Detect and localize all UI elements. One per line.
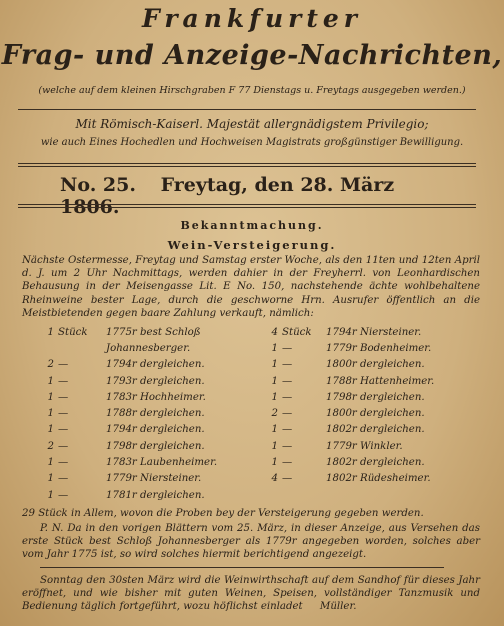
wine-right-unit: — bbox=[282, 408, 293, 420]
pn-paragraph bbox=[22, 522, 480, 562]
wine-right-desc: 1800r dergleichen. bbox=[326, 408, 425, 420]
wine-right-qty: 1 bbox=[271, 342, 278, 354]
wine-left-qty: 1 bbox=[47, 473, 54, 485]
wine-right-unit: — bbox=[282, 391, 293, 403]
wine-left-qty bbox=[38, 340, 58, 356]
issue-rule-bottom-2 bbox=[18, 207, 476, 208]
wine-left-desc: 1794r dergleichen. bbox=[106, 359, 205, 371]
wine-right-unit: — bbox=[282, 473, 293, 485]
wine-right-qty: 1 bbox=[271, 457, 278, 469]
wine-left-desc: 1798r dergleichen. bbox=[106, 440, 205, 452]
wine-left-qty: 1 bbox=[47, 391, 54, 403]
wine-row bbox=[38, 340, 438, 356]
wine-left-qty: 1 bbox=[47, 424, 54, 436]
wine-row bbox=[38, 405, 438, 421]
wine-list-table bbox=[38, 324, 438, 503]
wine-left-unit: — bbox=[58, 375, 69, 387]
intro-paragraph bbox=[22, 254, 480, 320]
wine-left-unit: — bbox=[58, 457, 69, 469]
separator-rule bbox=[40, 567, 444, 568]
wine-left-unit: — bbox=[58, 489, 69, 501]
wine-left-desc: 1775r best Schloß bbox=[106, 326, 201, 338]
wine-row bbox=[38, 454, 438, 470]
wine-left-qty: 1 bbox=[47, 457, 54, 469]
total-line: 29 Stück in Allem, wovon die Proben bey der Versteigerung gegeben werden. bbox=[22, 508, 424, 519]
wine-right-qty: 2 bbox=[271, 408, 278, 420]
wine-right-qty: 1 bbox=[271, 375, 278, 387]
wine-left-unit: — bbox=[58, 391, 69, 403]
wine-right-unit: — bbox=[282, 375, 293, 387]
wine-right-desc bbox=[326, 487, 438, 503]
wine-right-desc: 1802r dergleichen. bbox=[326, 424, 425, 436]
wine-right-qty: 4 bbox=[271, 473, 278, 485]
wine-row bbox=[38, 373, 438, 389]
wine-right-unit bbox=[282, 487, 326, 503]
wine-right-desc: 1800r dergleichen. bbox=[326, 359, 425, 371]
wine-left-desc: 1793r dergleichen. bbox=[106, 375, 205, 387]
wine-right-qty: 1 bbox=[271, 440, 278, 452]
wine-left-unit: — bbox=[58, 359, 69, 371]
issue-line bbox=[60, 174, 474, 218]
wine-right-qty: 1 bbox=[271, 424, 278, 436]
section-heading: Bekanntmachung. bbox=[180, 219, 324, 232]
issue-rule-bottom bbox=[18, 204, 476, 205]
wine-right-unit: — bbox=[282, 457, 293, 469]
wine-right-qty: 4 bbox=[271, 326, 278, 338]
wine-left-desc: Johannesberger. bbox=[106, 342, 191, 354]
issue-rule-top-2 bbox=[18, 166, 476, 167]
wine-left-qty: 2 bbox=[47, 440, 54, 452]
wine-right-unit: — bbox=[282, 440, 293, 452]
wine-right-unit: — bbox=[282, 342, 293, 354]
wine-right-qty: 1 bbox=[271, 391, 278, 403]
auction-heading: Wein-Versteigerung. bbox=[167, 238, 337, 252]
wine-left-desc: 1788r dergleichen. bbox=[106, 408, 205, 420]
wine-row bbox=[38, 438, 438, 454]
wine-right-desc: 1779r Winkler. bbox=[326, 440, 403, 452]
wine-left-qty: 1 bbox=[47, 326, 54, 338]
pn-note: P. N. Da in den vorigen Blättern vom 25. März, in dieser Anzeige, aus Versehen das erste Stück best Schloß Johannesberger als 1779r angegeben worden, solches aber vom Jahr 1775 ist, so wird solches hiermit berichtigend angezeigt. bbox=[22, 523, 480, 561]
issue-rule-top bbox=[18, 163, 476, 164]
wine-row bbox=[38, 422, 438, 438]
wine-row bbox=[38, 357, 438, 373]
wine-right-desc: 1794r Niersteiner. bbox=[326, 326, 422, 338]
wine-left-unit: — bbox=[58, 424, 69, 436]
wine-left-unit bbox=[58, 340, 106, 356]
wine-row bbox=[38, 487, 438, 503]
wine-left-unit: — bbox=[58, 408, 69, 420]
issue-number: No. 25. bbox=[60, 174, 136, 196]
wine-right-unit: — bbox=[282, 424, 293, 436]
wine-left-unit: — bbox=[58, 473, 69, 485]
wine-row bbox=[38, 324, 438, 340]
wine-row bbox=[38, 389, 438, 405]
wine-right-desc: 1802r Rüdesheimer. bbox=[326, 473, 431, 485]
wine-row bbox=[38, 471, 438, 487]
final-note bbox=[22, 574, 480, 614]
wine-right-desc: 1788r Hattenheimer. bbox=[326, 375, 435, 387]
final-paragraph bbox=[22, 574, 480, 614]
wine-right-desc: 1798r dergleichen. bbox=[326, 391, 425, 403]
wine-left-desc: 1783r Hochheimer. bbox=[106, 391, 206, 403]
wine-left-qty: 1 bbox=[47, 408, 54, 420]
wine-list-body bbox=[38, 324, 438, 503]
wine-right-desc: 1779r Bodenheimer. bbox=[326, 342, 432, 354]
wine-right-desc: 1802r dergleichen. bbox=[326, 457, 425, 469]
wine-left-desc: 1794r dergleichen. bbox=[106, 424, 205, 436]
privilege-line2: wie auch Eines Hochedlen und Hochweisen Magistrats großgünstiger Bewilligung. bbox=[40, 137, 464, 148]
wine-right-qty bbox=[264, 487, 282, 503]
masthead-subtitle: (welche auf dem kleinen Hirschgraben F 77 Dienstags u. Freytags ausgegeben werden.) bbox=[38, 85, 466, 96]
final-signature: Müller. bbox=[319, 601, 357, 613]
wine-left-desc: 1779r Niersteiner. bbox=[106, 473, 202, 485]
issue-date: Freytag, den 28. März 1806. bbox=[60, 174, 395, 218]
wine-right-unit: Stück bbox=[282, 326, 312, 338]
privilege-line1: Mit Römisch-Kaiserl. Majestät allergnädigstem Privilegio; bbox=[75, 117, 429, 131]
wine-left-unit: — bbox=[58, 440, 69, 452]
total-paragraph bbox=[22, 507, 480, 520]
wine-left-qty: 2 bbox=[47, 359, 54, 371]
masthead-title-line1: Frankfurter bbox=[142, 4, 362, 33]
wine-left-desc: 1783r Laubenheimer. bbox=[106, 457, 218, 469]
wine-right-unit: — bbox=[282, 359, 293, 371]
wine-left-qty: 1 bbox=[47, 375, 54, 387]
wine-left-desc: 1781r dergleichen. bbox=[106, 489, 205, 501]
final-note-text: Sonntag den 30sten März wird die Weinwirthschaft auf dem Sandhof für dieses Jahr eröffnet, und wie bisher mit guten Weinen, Speisen, vollständiger Tanzmusik und Bedienung täglich fortgeführt, wozu höflichst einladet bbox=[22, 575, 480, 613]
wine-left-unit: Stück bbox=[58, 326, 88, 338]
intro-text: Nächste Ostermesse, Freytag und Samstag erster Woche, als den 11ten und 12ten April d. J. um 2 Uhr Nachmittags, werden dahier in der Freyherrl. von Leonhardischen Behausung in der Meisengasse Lit. E No. 150, nachstehende ächte wohlbehaltene Rheinweine bester Lage, durch die geschworne Hrn. Ausrufer öffentlich an die Meistbietenden gegen baare Zahlung verkauft, nämlich: bbox=[22, 255, 480, 319]
wine-right-qty: 1 bbox=[271, 359, 278, 371]
masthead-rule bbox=[18, 109, 476, 110]
masthead-title-line2: Frag- und Anzeige-Nachrichten, bbox=[1, 40, 503, 71]
wine-left-qty: 1 bbox=[47, 489, 54, 501]
